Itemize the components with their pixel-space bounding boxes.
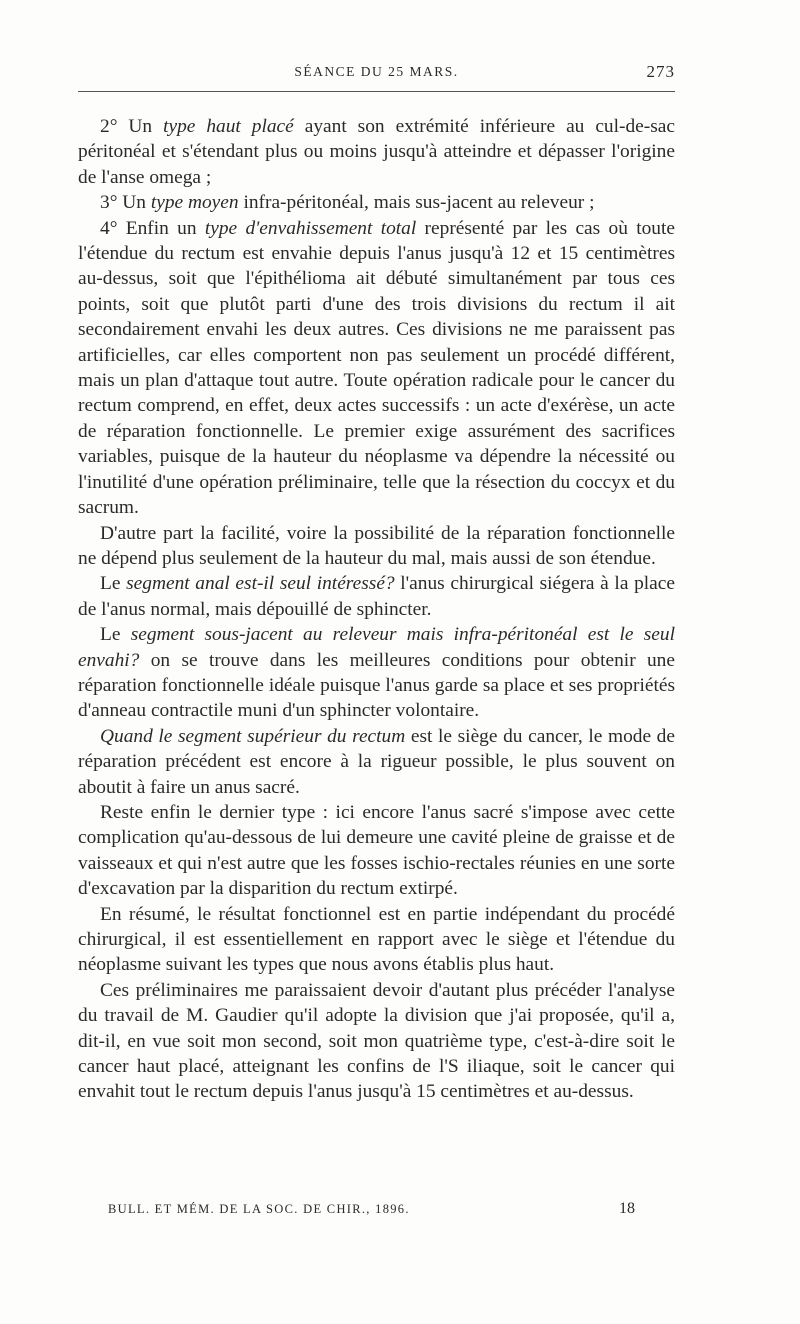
text-run: En résumé, le résultat fonctionnel est en partie indépendant du procédé chirurgical, il est essentiellement en rapport avec le siège et l'étendue du néoplasme suivant les types que nous avons établis plus haut. (78, 903, 675, 976)
text-run: ayant son extrémité inférieure au cul-de-sac péritonéal et s'étendant plus ou moins jusqu'à atteindre et dépasser l'origine de l'anse omega ; (78, 116, 675, 188)
text-run: Le (100, 573, 127, 595)
running-title: SÉANCE DU 25 MARS. (294, 64, 459, 79)
paragraph (78, 902, 675, 978)
text-run: représenté par les cas où toute l'étendue du rectum est envahie depuis l'anus jusqu'à 12 et 15 centimètres au-dessus, soit que l'épithélioma ait débuté simultanément par tous ces points, soit que plutôt parti d'une des trois divisions du rectum il ait secondairement envahi les deux autres. Ces divisions ne me paraissent pas artificielles, car elles comportent non pas seulement un procédé différent, mais un plan d'attaque tout autre. Toute opération radicale pour le cancer du rectum comprend, en effet, deux actes successifs : un acte d'exérèse, un acte de réparation fonctionnelle. Le premier exige assurément des sacrifices variables, puisque de la hauteur du néoplasme va dépendre la nécessité ou l'inutilité d'une opération préliminaire, telle que la résection du coccyx et du sacrum. (78, 217, 675, 519)
text-run: infra-péritonéal, mais sus-jacent au releveur ; (238, 192, 595, 214)
body-text (78, 114, 675, 1105)
paragraph (78, 114, 675, 190)
page-header (78, 60, 675, 94)
text-run: Reste enfin le dernier type : ici encore l'anus sacré s'impose avec cette complication qu'au-dessous de lui demeure une cavité pleine de graisse et de vaisseaux et qui n'est autre que les fosses ischio-rectales réunies en une sorte d'excavation par la disparition du rectum extirpé. (78, 801, 675, 900)
italic-phrase: Quand le segment supérieur du rectum (100, 725, 406, 747)
italic-phrase: segment anal est-il seul intéressé? (126, 573, 395, 595)
text-run: est le siège du cancer, le mode de réparation précédent est encore à la rigueur possible, le plus souvent on aboutit à faire un anus sacré. (78, 725, 675, 798)
text-run: 3° Un (100, 192, 151, 214)
text-run: 4° Enfin un (100, 217, 205, 239)
signature-mark: 18 (619, 1200, 635, 1217)
paragraph (78, 521, 675, 572)
paragraph (78, 800, 675, 902)
paragraph (78, 622, 675, 724)
italic-phrase: segment sous-jacent au releveur mais infra-péritonéal est le seul envahi? (78, 624, 675, 671)
page-number: 273 (646, 62, 675, 81)
journal-citation: BULL. ET MÉM. DE LA SOC. DE CHIR., 1896. (108, 1202, 410, 1216)
text-run: l'anus chirurgical siégera à la place de l'anus normal, mais dépouillé de sphincter. (78, 573, 675, 620)
paragraph (78, 571, 675, 622)
paragraph (78, 724, 675, 800)
paragraph (78, 216, 675, 521)
text-run: Ces préliminaires me paraissaient devoir d'autant plus précéder l'analyse du travail de M. Gaudier qu'il adopte la division que j'ai proposée, qu'il a, dit-il, en vue soit mon second, soit mon quatrième type, c'est-à-dire soit le cancer haut placé, atteignant les confins de l'S iliaque, soit le cancer qui envahit tout le rectum depuis l'anus jusqu'à 15 centimètres et au-dessus. (78, 979, 675, 1103)
text-run: on se trouve dans les meilleures conditions pour obtenir une réparation fonctionnelle idéale puisque l'anus garde sa place et ses propriétés d'anneau contractile muni d'un sphincter volontaire. (78, 649, 675, 722)
page-footer (78, 1200, 675, 1224)
italic-phrase: type haut placé (163, 116, 294, 137)
italic-phrase: type moyen (150, 192, 239, 214)
paragraph (78, 190, 675, 215)
text-run: D'autre part la facilité, voire la possibilité de la réparation fonctionnelle ne dépend plus seulement de la hauteur du mal, mais aussi de son étendue. (78, 522, 675, 569)
paragraph (78, 978, 675, 1105)
text-run: Le (100, 624, 131, 646)
text-run: 2° Un (100, 116, 164, 137)
italic-phrase: type d'envahissement total (204, 217, 417, 239)
header-rule (78, 91, 675, 92)
